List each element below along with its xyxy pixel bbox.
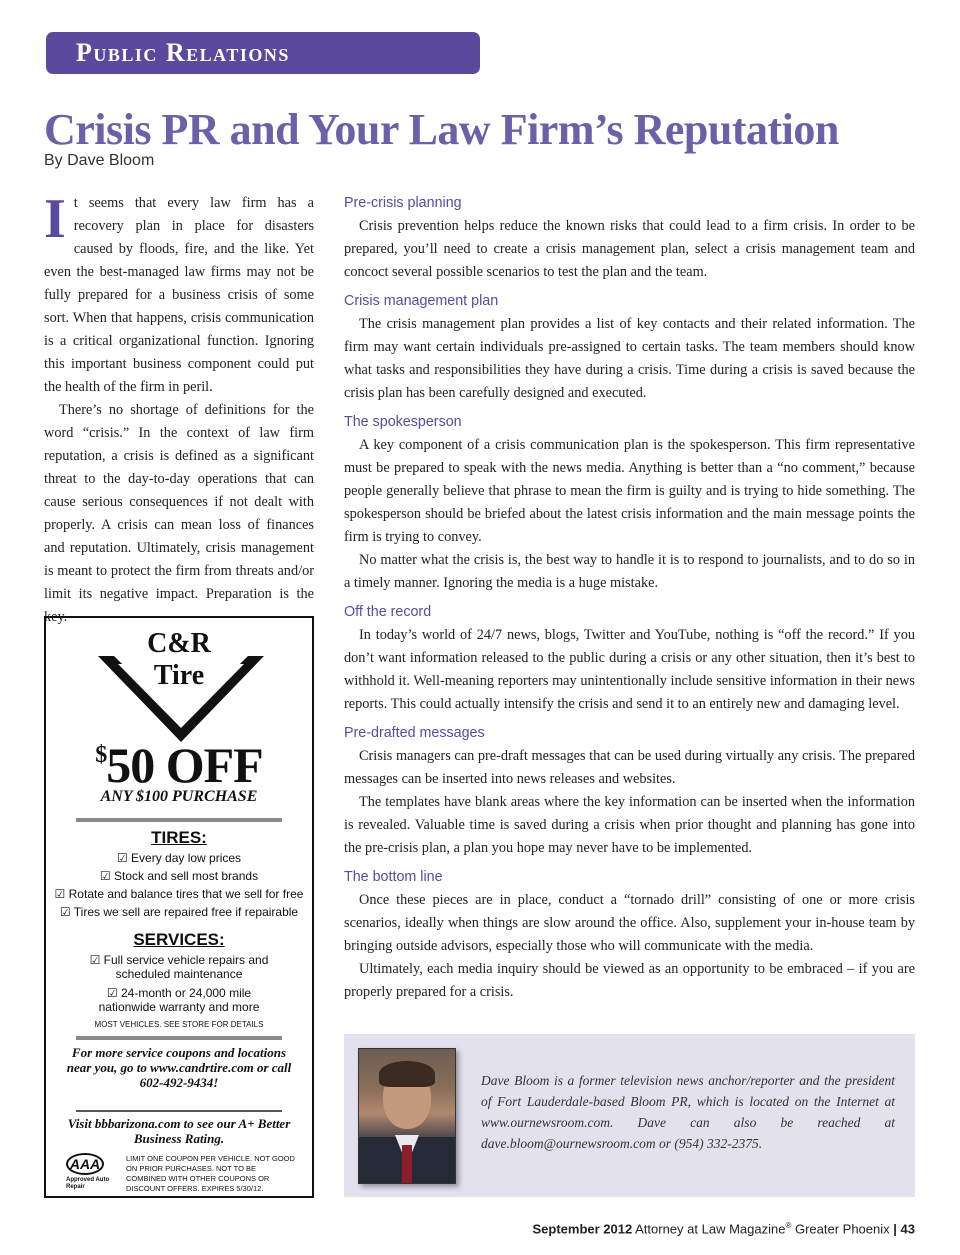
ad-services-item: ☑ Full service vehicle repairs and [89,953,269,967]
section-paragraph: No matter what the crisis is, the best way to handle it is to respond to journalists, and to do so in a timely manner. Ignoring the media is a huge mistake. [344,552,915,591]
section-paragraph: Crisis managers can pre-draft messages that can be used during virtually any crisis. The prepared messages can be inserted into news releases and websites. [344,748,915,787]
byline: By Dave Bloom [44,152,155,169]
ad-offer-amount: 50 OFF [106,737,263,793]
article-section [344,722,915,860]
ad-brand-line-1: C&R [147,628,211,659]
section-heading: Off the record [344,604,432,620]
ad-services-item: nationwide warranty and more [98,1000,260,1014]
section-heading: The spokesperson [344,414,462,430]
section-heading: Pre-crisis planning [344,195,462,211]
ad-fine-print: LIMIT ONE COUPON PER VEHICLE. NOT GOOD ON PRIOR PURCHASES. NOT TO BE COMBINED WITH OTHER COUPONS OR DISCOUNT OFFERS. EXPIRES 5/30/12. [126,1154,295,1193]
author-bio-text: Dave Bloom is a former television news anchor/reporter and the president of Fort Lauderdale-based Bloom PR, which is located on the Internet at www.ournewsroom.com. Dave can also be reached at dave.bloom@ournewsroom.com or (954) 332-2375. [481,1073,895,1151]
section-paragraph: The crisis management plan provides a list of key contacts and their related information. The firm may want certain individuals pre-assigned to certain tasks. The team members should know what tasks and responsibilities they have during a crisis. Time during a crisis is saved because the crisis plan has been carefully designed and executed. [344,316,915,401]
footer-publication: Attorney at Law Magazine [635,1221,786,1237]
ad-tires-item: ☑ Every day low prices [116,851,242,865]
intro-paragraph-2: There’s no shortage of definitions for the word “crisis.” In the context of law firm reputation, a crisis is defined as a significant threat to the day-to-day operations that can cause serious consequences if not dealt with properly. A crisis can mean loss of finances and reputation. Ultimately, crisis management is meant to protect the firm from threats and/or limit its negative impact. Preparation is the key. [44,402,314,625]
intro-paragraph-1-text: t seems that every law firm has a recovery plan in place for disasters caused by floods, fire, and the like. Yet even the best-managed law firms may not be fully prepared for a business crisis of some sort. When that happens, crisis communication is a critical organizational function. Ignoring this important business component could put the health of the firm in peril. [44,195,314,395]
page-footer [532,1221,915,1236]
ad-tires-header: TIRES: [151,828,207,847]
aaa-logo-icon: AAA [66,1153,104,1175]
ad-services-item: ☑ 24-month or 24,000 mile [106,986,252,1000]
section-heading: Pre-drafted messages [344,725,485,741]
ad-divider [76,818,282,822]
author-bio-box [344,1034,915,1197]
section-paragraph: Crisis prevention helps reduce the known risks that could lead to a firm crisis. In order to be prepared, you’ll need to create a crisis management plan, select a crisis management team and concoct several possible scenarios to test the plan and the team. [344,218,915,280]
section-heading: Crisis management plan [344,293,499,309]
ad-divider [76,1110,282,1112]
article-title: Crisis PR and Your Law Firm’s Reputation [44,105,839,154]
section-paragraph: A key component of a crisis communication plan is the spokesperson. This firm representative must be prepared to speak with the news media. Anything is better than a “no comment,” because people generally believe that phrase to mean the firm is guilty and is trying to hide something. The spokesperson should be briefed about the latest crisis information and the main message points the firm is trying to convey. [344,437,915,545]
footer-separator: | [893,1221,897,1237]
aaa-approved-logo [66,1153,110,1191]
article-section [344,601,915,716]
drop-cap: I [44,188,66,250]
ad-promo-coupons: For more service coupons and locations near you, go to www.candrtire.com or call 602-492-9434! [66,1045,292,1090]
section-banner: Public Relations [46,32,480,74]
footer-registered-mark: ® [785,1221,792,1230]
ad-tires-item: ☑ Rotate and balance tires that we sell for free [54,887,304,901]
ad-services-header: SERVICES: [133,930,225,949]
aaa-logo-caption: Approved Auto Repair [66,1177,110,1190]
article-intro-column [44,188,314,629]
ad-services-item: scheduled maintenance [115,967,243,981]
section-paragraph: In today’s world of 24/7 news, blogs, Twitter and YouTube, nothing is “off the record.” If you don’t want information released to the public during a crisis or any other situation, then it’s best to withhold it. Well-meaning reporters may unintentionally include sensitive information in their news reports. This could actually intensify the crisis and send it to an entirely new and damaging level. [344,627,915,712]
ad-brand-line-2: Tire [153,660,205,691]
section-heading: The bottom line [344,869,443,885]
article-sections-column [344,192,915,1010]
section-paragraph: Ultimately, each media inquiry should be viewed as an opportunity to be embraced – if you are properly prepared for a crisis. [344,961,915,1000]
footer-edition: Greater Phoenix [794,1221,890,1237]
article-section [344,866,915,1004]
page-number: 43 [900,1221,915,1237]
footer-date: September 2012 [532,1221,633,1237]
ad-tires-item: ☑ Tires we sell are repaired free if repairable [59,905,299,919]
intro-paragraph-1 [44,188,314,399]
author-photo [358,1048,456,1184]
advertisement-cr-tire [44,616,314,1198]
ad-divider [76,1036,282,1040]
ad-tires-item: ☑ Stock and sell most brands [99,869,259,883]
section-paragraph: The templates have blank areas where the key information can be inserted when the information is revealed. Valuable time is saved during a crisis when prior thought and planning has gone into the pre-crisis plan, a plan you hope may never have to be implemented. [344,794,915,856]
article-section [344,192,915,284]
ad-offer-condition: ANY $100 PURCHASE [100,788,258,805]
ad-offer [46,736,312,794]
ad-offer-dollar: $ [95,742,107,768]
ad-services-note: MOST VEHICLES. SEE STORE FOR DETAILS [94,1020,264,1029]
section-paragraph: Once these pieces are in place, conduct a “tornado drill” consisting of one or more crisis scenarios, ideally when things are slow around the office. Also, supplement your in-house team by bringing outside advisors, especially those who will communicate with the media. [344,892,915,954]
ad-promo-bbb: Visit bbbarizona.com to see our A+ Better Business Rating. [67,1116,291,1146]
article-section [344,290,915,405]
article-section [344,411,915,595]
